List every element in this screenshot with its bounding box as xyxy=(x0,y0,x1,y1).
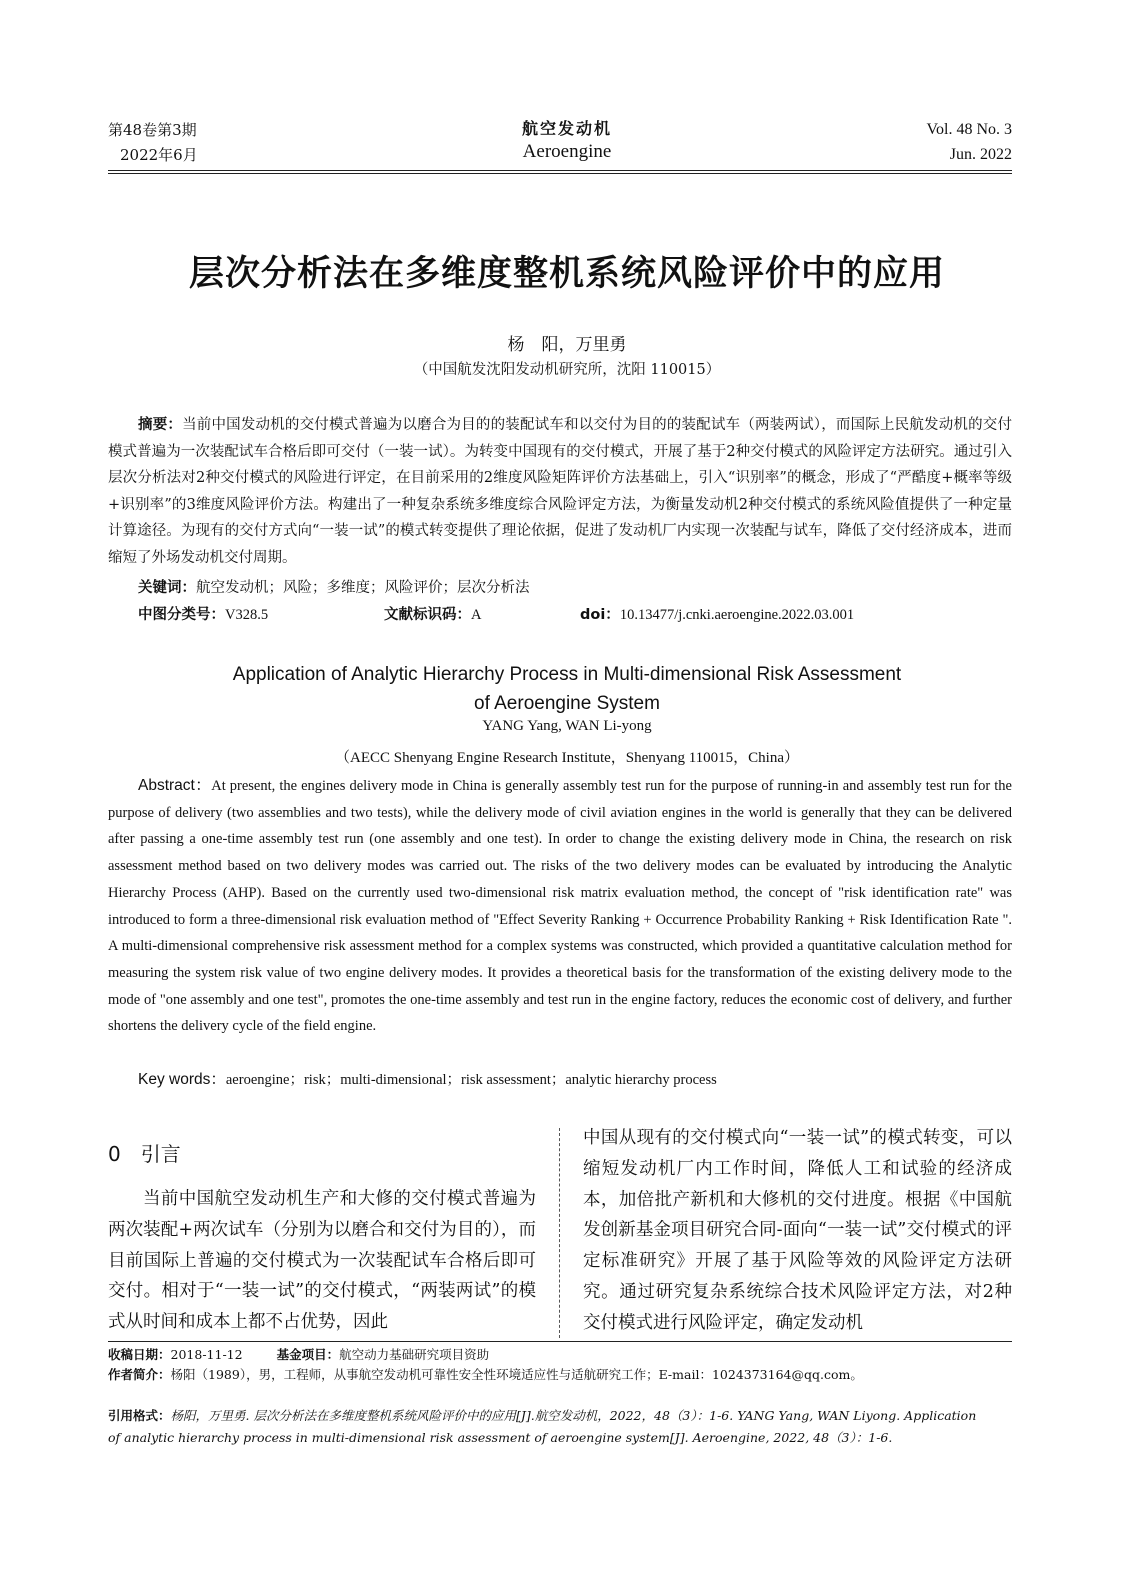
keywords-en-label: Key words： xyxy=(138,1071,226,1088)
abstract-cn-label: 摘要： xyxy=(138,417,183,433)
abstract-cn xyxy=(108,412,1012,571)
keywords-cn xyxy=(138,575,1012,602)
abstract-cn-text: 当前中国发动机的交付模式普遍为以磨合为目的的装配试车和以交付为目的的装配试车（两装两试），而国际上民航发动机的交付模式普遍为一次装配试车合格后即可交付（一装一试）。为转变中国现有的交付模式，开展了基于2种交付模式的风险评定方法研究。通过引入层次分析法对2种交付模式的风险进行评定，在目前采用的2维度风险矩阵评价方法基础上，引入“识别率”的概念，形成了“严酷度+概率等级+识别率”的3维度风险评价方法。构建出了一种复杂系统多维度综合风险评定方法，为衡量发动机2种交付模式的系统风险值提供了一种定量计算途径。为现有的交付方式向“一装一试”的模式转变提供了理论依据，促进了发动机厂内实现一次装配与试车，降低了交付经济成本，进而缩短了外场发动机交付周期。 xyxy=(108,417,1013,566)
keywords-cn-text: 航空发动机；风险；多维度；风险评价；层次分析法 xyxy=(196,580,530,596)
abstract-en-label: Abstract： xyxy=(138,777,212,794)
journal-name-cn: 航空发动机 xyxy=(521,119,612,138)
paper-title-en-line2: of Aeroengine System xyxy=(474,693,660,714)
clc-number: 中图分类号：V328.5 xyxy=(138,607,269,623)
citation-line1: 引用格式：杨阳，万里勇. 层次分析法在多维度整机系统风险评价中的应用[J].航空发动机，2022，48（3）：1-6. YANG Yang, WAN Liyong. Application xyxy=(108,1408,977,1423)
keywords-cn-label: 关键词： xyxy=(138,580,196,596)
date-cn: 2022年6月 xyxy=(120,146,198,164)
column-divider xyxy=(559,1128,560,1338)
authors-cn: 杨 阳，万里勇 xyxy=(507,335,627,355)
date-en: Jun. 2022 xyxy=(949,146,1012,163)
volume-cn: 第48卷第3期 xyxy=(108,121,197,139)
volume-en: Vol. 48 No. 3 xyxy=(926,121,1012,138)
paper-title-cn: 层次分析法在多维度整机系统风险评价中的应用 xyxy=(188,254,945,294)
doi: doi：10.13477/j.cnki.aeroengine.2022.03.001 xyxy=(580,607,855,623)
body-left-column: 当前中国航空发动机生产和大修的交付模式普遍为两次装配+两次试车（分别为以磨合和交付为目的），而目前国际上普遍的交付模式为一次装配试车合格后即可交付。相对于“一装一试”的交付模式，“两装两试”的模式从时间和成本上都不占优势，因此 xyxy=(108,1189,536,1333)
keywords-en xyxy=(138,1067,717,1093)
affiliation-cn: （中国航发沈阳发动机研究所，沈阳 110015） xyxy=(413,362,721,378)
header-rule-top xyxy=(108,170,1012,171)
abstract-en-text: At present, the engines delivery mode in China is generally assembly test run for the purpose of running-in and assembly test run for the purpose of delivery (two assemblies and two tests), while the delivery mode of civil aviation engines in the world is generally that they can be delivered after passing a one-time assembly test run (one assembly and one test). In order to change the existing delivery mode in China, the research on risk assessment method based on two delivery modes was carried out. The risks of the two delivery modes can be evaluated by introducing the Analytic Hierarchy Process (AHP). Based on the currently used two-dimensional risk matrix evaluation method, the concept of "risk identification rate" was introduced to form a three-dimensional risk evaluation method of "Effect Severity Ranking + Occurrence Probability Ranking + Risk Identification Rate ". A multi-dimensional comprehensive risk assessment method for a complex systems was constructed, which provided a quantitative calculation method for measuring the system risk value of two engine delivery modes. It provides a theoretical basis for the transformation of the existing delivery mode to the mode of "one assembly and one test", promotes the one-time assembly and test run in the engine factory, reduces the economic cost of delivery, and further shortens the delivery cycle of the field engine. xyxy=(108,778,1012,1035)
author-bio-line: 作者简介：杨阳（1989），男，工程师，从事航空发动机可靠性安全性环境适应性与适航研究工作；E-mail：1024373164@qq.com。 xyxy=(108,1367,863,1382)
citation-line2: of analytic hierarchy process in multi-dimensional risk assessment of aeroengine system[J]. Aeroengine, 2022, 48（3）：1-6. xyxy=(108,1430,893,1445)
received-fund-line: 收稿日期：2018-11-12 基金项目：航空动力基础研究项目资助 xyxy=(108,1347,490,1362)
journal-name-en: Aeroengine xyxy=(522,141,612,162)
section-heading: 0 引言 xyxy=(108,1142,181,1166)
body-right-column: 中国从现有的交付模式向“一装一试”的模式转变，可以缩短发动机厂内工作时间，降低人工和试验的经济成本，加倍批产新机和大修机的交付进度。根据《中国航发创新基金项目研究合同-面向“一装一试”交付模式的评定标准研究》开展了基于风险等效的风险评定方法研究。通过研究复杂系统综合技术风险评定方法，对2种交付模式进行风险评定，确定发动机 xyxy=(583,1128,1012,1333)
header-rule-bottom xyxy=(108,173,1012,174)
affiliation-en: （AECC Shenyang Engine Research Institute，Shenyang 110015，China） xyxy=(335,750,799,766)
keywords-en-text: aeroengine；risk；multi-dimensional；risk assessment；analytic hierarchy process xyxy=(225,1072,717,1088)
authors-en: YANG Yang, WAN Li-yong xyxy=(482,718,652,734)
footnote-rule xyxy=(108,1341,1012,1342)
paper-title-en-line1: Application of Analytic Hierarchy Process in Multi-dimensional Risk Assessment xyxy=(232,664,902,685)
abstract-en xyxy=(108,773,1012,1040)
document-code: 文献标识码：A xyxy=(384,607,482,623)
